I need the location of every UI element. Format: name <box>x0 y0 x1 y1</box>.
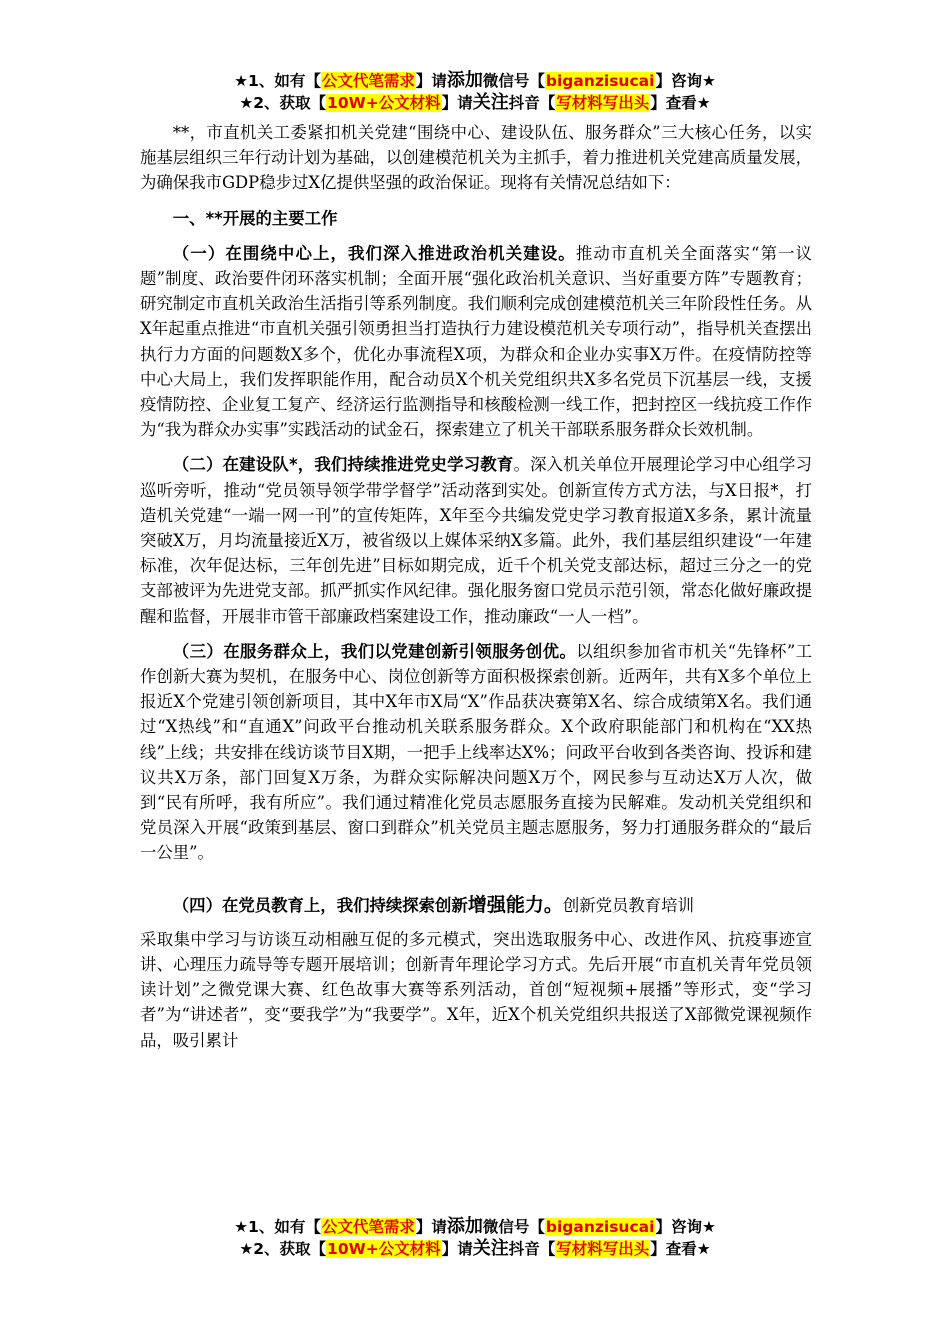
banner-highlight: 公文代笔需求 <box>321 1218 415 1236</box>
banner-highlight: 公文代笔需求 <box>321 72 415 90</box>
banner-text: 抖音【 <box>508 94 556 112</box>
banner-highlight: 10W+公文材料 <box>327 94 441 112</box>
banner-highlight: biganzisucai <box>545 72 655 90</box>
paragraph-2-text: 。深入机关单位开展理论学习中心组学习巡听旁听，推动“党员领导领学带学督学”活动落到实处。创新宣传方式方法，与X日报*，打造机关党建“一端一网一刊”的宣传矩阵，X年至今共编发党史学习教育报道X多条，累计流量突破X万，月均流量接近X万，被省级以上媒体采纳X多篇。此外，我们基层组织建设“一年建标准，次年促达标，三年创先进”目标如期完成，近千个机关党支部达标，超过三分之一的党支部被评为先进党支部。抓严抓实作风纪律。强化服务窗口党员示范引领，常态化做好廉政提醒和监督，开展非市管干部廉政档案建设工作，推动廉政“一人一档”。 <box>140 455 813 626</box>
paragraph-4 <box>140 890 812 921</box>
banner-text: 微信号【 <box>482 72 545 90</box>
banner-highlight: 10W+公文材料 <box>327 1240 441 1258</box>
paragraph-3 <box>140 639 812 866</box>
banner-emphasis: 添加 <box>446 1216 483 1237</box>
banner-emphasis: 关注 <box>472 92 509 113</box>
banner-highlight: 写材料写出头 <box>556 94 650 112</box>
banner-text: 抖音【 <box>508 1240 556 1258</box>
banner-text: 】查看★ <box>650 94 711 112</box>
banner-text: 】请 <box>415 72 447 90</box>
section-heading: 一、**开展的主要工作 <box>172 208 338 228</box>
banner-highlight: biganzisucai <box>545 1218 655 1236</box>
paragraph-4-text: 创新党员教育培训 <box>562 895 694 915</box>
paragraph-2 <box>140 452 812 628</box>
banner-text: ★2、获取【 <box>239 94 327 112</box>
banner-highlight: 写材料写出头 <box>556 1240 650 1258</box>
banner-text: ★1、如有【 <box>234 72 321 90</box>
paragraph-4-title-emphasis: 增强能力。 <box>467 893 563 916</box>
banner-emphasis: 添加 <box>446 70 483 91</box>
banner-text: 】咨询★ <box>655 1218 716 1236</box>
banner-text: ★1、如有【 <box>234 1218 321 1236</box>
paragraph-3-text: 以组织参加省市机关“先锋杯”工作创新大赛为契机，在服务中心、岗位创新等方面积极探索创新。近两年，共有X多个单位上报近X个党建引领创新项目，其中X年市X局“X”作品获决赛第X名、综合成绩第X名。我们通过“X热线”和“直通X”问政平台推动机关联系服务群众。X个政府职能部门和机构在“XX热线”上线；共安排在线访谈节目X期，一把手上线率达X%；问政平台收到各类咨询、投诉和建议共X万条，部门回复X万条，为群众实际解决问题X万个，网民参与互动达X万人次，做到“民有所呼，我有所应”。我们通过精准化党员志愿服务直接为民解难。发动机关党组织和党员深入开展“政策到基层、窗口到群众”机关党员主题志愿服务，努力打通服务群众的“最后一公里”。 <box>140 641 813 863</box>
banner-text: 】咨询★ <box>655 72 716 90</box>
banner-text: 微信号【 <box>482 1218 545 1236</box>
paragraph-2-title: （二）在建设队*，我们持续推进党史学习教育 <box>172 455 514 475</box>
banner-text: ★2、获取【 <box>239 1240 327 1258</box>
bottom-banner <box>140 1216 810 1260</box>
banner-line-2 <box>140 92 810 114</box>
paragraph-1-title: （一）在围绕中心上，我们深入推进政治机关建设。 <box>172 243 576 263</box>
top-banner <box>140 70 810 114</box>
paragraph-1-text: 推动市直机关全面落实“第一议题”制度、政治要件闭环落实机制；全面开展“强化政治机关意识、当好重要方阵”专题教育；研究制定市直机关政治生活指引等系列制度。我们顺利完成创建模范机关三年阶段性任务。从X年起重点推进“市直机关强引领勇担当打造执行力建设模范机关专项行动”，指导机关查摆出执行力方面的问题数X多个，优化办事流程X项，为群众和企业办实事X万件。在疫情防控等中心大局上，我们发挥职能作用，配合动员X个机关党组织共X多名党员下沉基层一线，支援疫情防控、企业复工复产、经济运行监测指导和核酸检测一线工作，把封控区一线抗疫工作作为“我为群众办实事”实践活动的试金石，探索建立了机关干部联系服务群众长效机制。 <box>140 243 813 440</box>
banner-line-1 <box>140 70 810 92</box>
paragraph-4-continued: 采取集中学习与访谈互动相融互促的多元模式，突出选取服务中心、改进作风、抗疫事迹宣讲、心理压力疏导等专题开展培训；创新青年理论学习方式。先后开展“市直机关青年党员领读计划”之微党课大赛、红色故事大赛等系列活动，首创“短视频+展播”等形式，变“学习者”为“讲述者”，变“要我学”为“我要学”。X年，近X个机关党组织共报送了X部微党课视频作品，吸引累计 <box>140 929 812 1050</box>
banner-text: 】请 <box>441 94 473 112</box>
document-body <box>140 120 812 1053</box>
paragraph-1 <box>140 241 812 443</box>
banner-emphasis: 关注 <box>472 1238 509 1259</box>
banner-text: 】请 <box>441 1240 473 1258</box>
banner-text: 】查看★ <box>650 1240 711 1258</box>
banner-text: 】请 <box>415 1218 447 1236</box>
banner-line-1 <box>140 1216 810 1238</box>
intro-paragraph: **，市直机关工委紧扣机关党建“围绕中心、建设队伍、服务群众”三大核心任务，以实施基层组织三年行动计划为基础，以创建模范机关为主抓手，着力推进机关党建高质量发展，为确保我市GDP稳步过X亿提供坚强的政治保证。现将有关情况总结如下： <box>140 123 813 193</box>
paragraph-3-title: （三）在服务群众上，我们以党建创新引领服务创优。 <box>172 641 577 661</box>
paragraph-4-title: （四）在党员教育上，我们持续探索创新 <box>172 895 468 915</box>
banner-line-2 <box>140 1238 810 1260</box>
